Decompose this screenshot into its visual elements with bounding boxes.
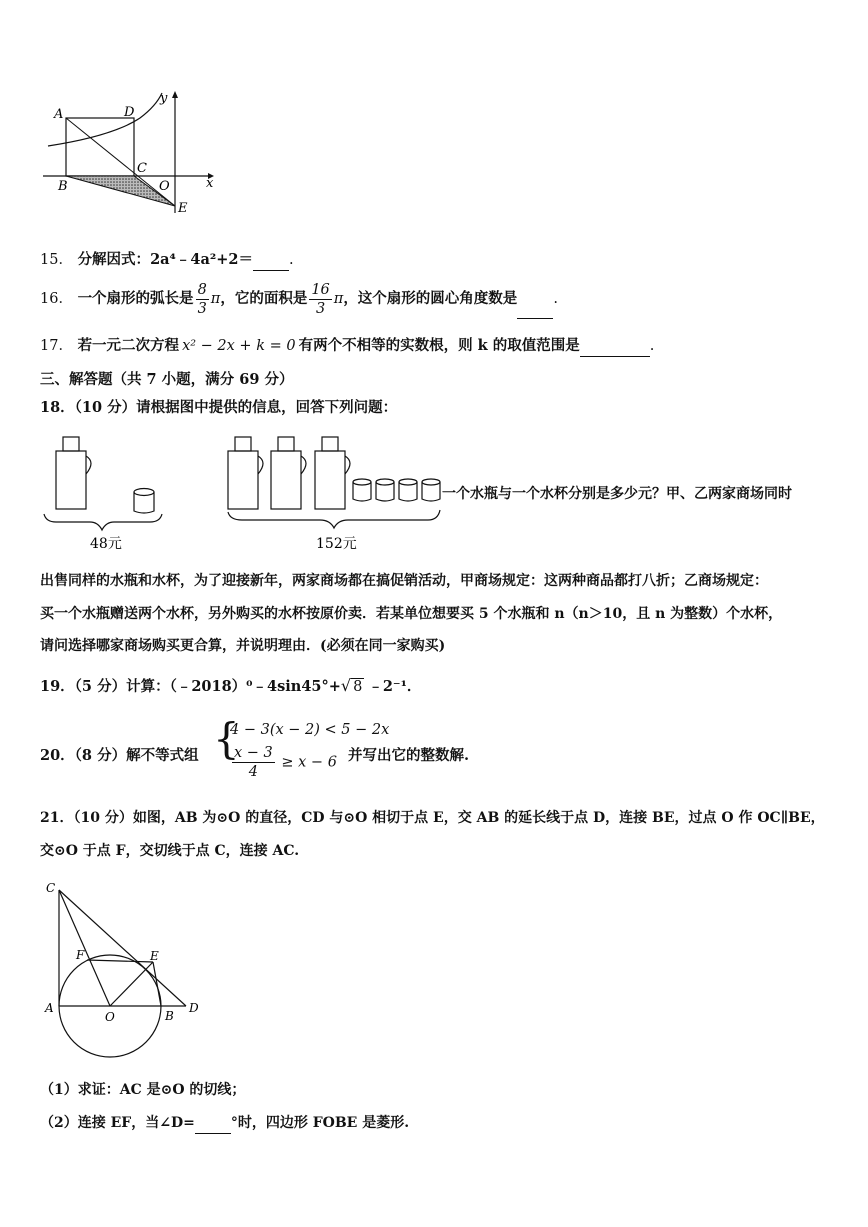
- q16-text-2: ，它的面积是: [220, 290, 308, 307]
- q16-fraction-2-den: 3: [315, 300, 326, 317]
- q17-end: .: [649, 338, 655, 354]
- q18-line-2: 出售同样的水瓶和水杯，为了迎接新年，两家商场都在搞促销活动，甲商场规定：这两种商品都打八折；乙商场规定：: [40, 573, 768, 589]
- label-C: C: [137, 161, 147, 176]
- system-brace: {: [213, 714, 240, 763]
- price-right: 152元: [316, 536, 357, 552]
- fig21-label-C: C: [46, 881, 56, 895]
- fig21-label-F: F: [76, 948, 85, 962]
- q18-line-4: 请问选择哪家商场购买更合算，并说明理由．(必须在同一家购买): [40, 638, 446, 654]
- question-16: [40, 280, 558, 319]
- inequality-2-rhs: ≥ x − 6: [281, 754, 337, 771]
- q19-sqrt-arg: 8: [353, 679, 363, 695]
- q15-text: 分解因式：: [77, 251, 151, 268]
- q16-fraction-1: [196, 281, 209, 318]
- q18-side-text: 一个水瓶与一个水杯分别是多少元？甲、乙两家商场同时: [442, 486, 792, 502]
- q21-line-2: 交⊙O 于点 F，交切线于点 C，连接 AC.: [40, 843, 300, 859]
- fig21-label-E: E: [150, 949, 159, 963]
- question-18-head: [40, 398, 397, 418]
- q21-part-2-a: （2）连接 EF，当∠D=: [40, 1115, 195, 1131]
- fig21-label-O: O: [105, 1010, 115, 1024]
- q20-tail: 并写出它的整数解.: [348, 747, 470, 764]
- label-y: y: [160, 91, 168, 106]
- fig21-label-A: A: [45, 1001, 54, 1015]
- bottles-cups-figure: [40, 432, 445, 556]
- label-E: E: [178, 201, 188, 216]
- question-15: [40, 250, 294, 271]
- coordinate-figure: [38, 88, 228, 223]
- q17-number: 17．: [40, 338, 73, 354]
- inequality-1: 4 − 3(x − 2) < 5 − 2x: [230, 722, 390, 738]
- inequality-2-fraction: [232, 744, 275, 781]
- inequality-2-den: 4: [248, 764, 258, 780]
- q15-expression: 2a⁴﹣4a²+2＝: [150, 251, 253, 268]
- q15-number: 15．: [40, 252, 73, 268]
- q17-answer-blank[interactable]: [580, 336, 650, 357]
- label-A: A: [54, 107, 64, 122]
- q18-head: 18．（10 分）请根据图中提供的信息，回答下列问题：: [40, 399, 398, 416]
- q20-head: 20．（8 分）解不等式组: [40, 747, 199, 764]
- q16-text-3: ，这个扇形的圆心角度数是: [343, 290, 518, 307]
- question-17: [40, 336, 654, 357]
- q18-line-3: 买一个水瓶赠送两个水杯，另外购买的水杯按原价卖．若某单位想要买 5 个水瓶和 n（n＞10，且 n 为整数）个水杯，: [40, 606, 783, 622]
- inequality-2-num: x − 3: [234, 745, 273, 761]
- q16-fraction-1-den: 3: [197, 300, 207, 317]
- q17-text-1: 若一元二次方程: [77, 337, 180, 354]
- sqrt-symbol: √: [340, 676, 352, 695]
- label-x: x: [206, 176, 214, 191]
- label-B: B: [58, 179, 68, 194]
- q15-end: .: [288, 252, 294, 268]
- q21-part-1: （1）求证：AC 是⊙O 的切线；: [40, 1082, 246, 1098]
- q21-part-2: [40, 1113, 409, 1134]
- q17-text-2: 有两个不相等的实数根，则 k 的取值范围是: [298, 337, 580, 354]
- q19-tail: ﹣2⁻¹．: [368, 678, 422, 695]
- q21-answer-blank[interactable]: [195, 1113, 231, 1134]
- q16-number: 16．: [40, 291, 73, 307]
- q21-part-2-b: °时，四边形 FOBE 是菱形.: [230, 1115, 410, 1131]
- q16-fraction-2-num: 16: [311, 281, 330, 298]
- q16-pi-2: π: [333, 291, 344, 307]
- q19-head: 19．（5 分）计算：（﹣2018）⁰﹣4sin45°+: [40, 678, 341, 695]
- fig21-label-D: D: [189, 1001, 199, 1015]
- q16-fraction-1-num: 8: [197, 281, 207, 298]
- label-D: D: [124, 105, 135, 120]
- section-title: 三、解答题（共 7 小题，满分 69 分）: [40, 371, 294, 388]
- q15-answer-blank[interactable]: [253, 250, 289, 271]
- question-19: [40, 676, 421, 697]
- q16-fraction-2: [309, 281, 331, 318]
- q16-pi-1: π: [210, 291, 221, 307]
- q16-text-1: 一个扇形的弧长是: [77, 290, 194, 307]
- price-left: 48元: [90, 536, 122, 552]
- q21-line-1: 21．（10 分）如图，AB 为⊙O 的直径，CD 与⊙O 相切于点 E，交 AB 的延长线于点 D，连接 BE，过点 O 作 OC∥BE，: [40, 810, 825, 826]
- q17-equation: x² − 2x + k = 0: [182, 338, 296, 354]
- q16-answer-blank[interactable]: [517, 280, 553, 319]
- q16-end: .: [553, 291, 558, 307]
- circle-figure: [40, 878, 215, 1063]
- fig21-label-B: B: [165, 1009, 174, 1023]
- label-O: O: [159, 179, 170, 194]
